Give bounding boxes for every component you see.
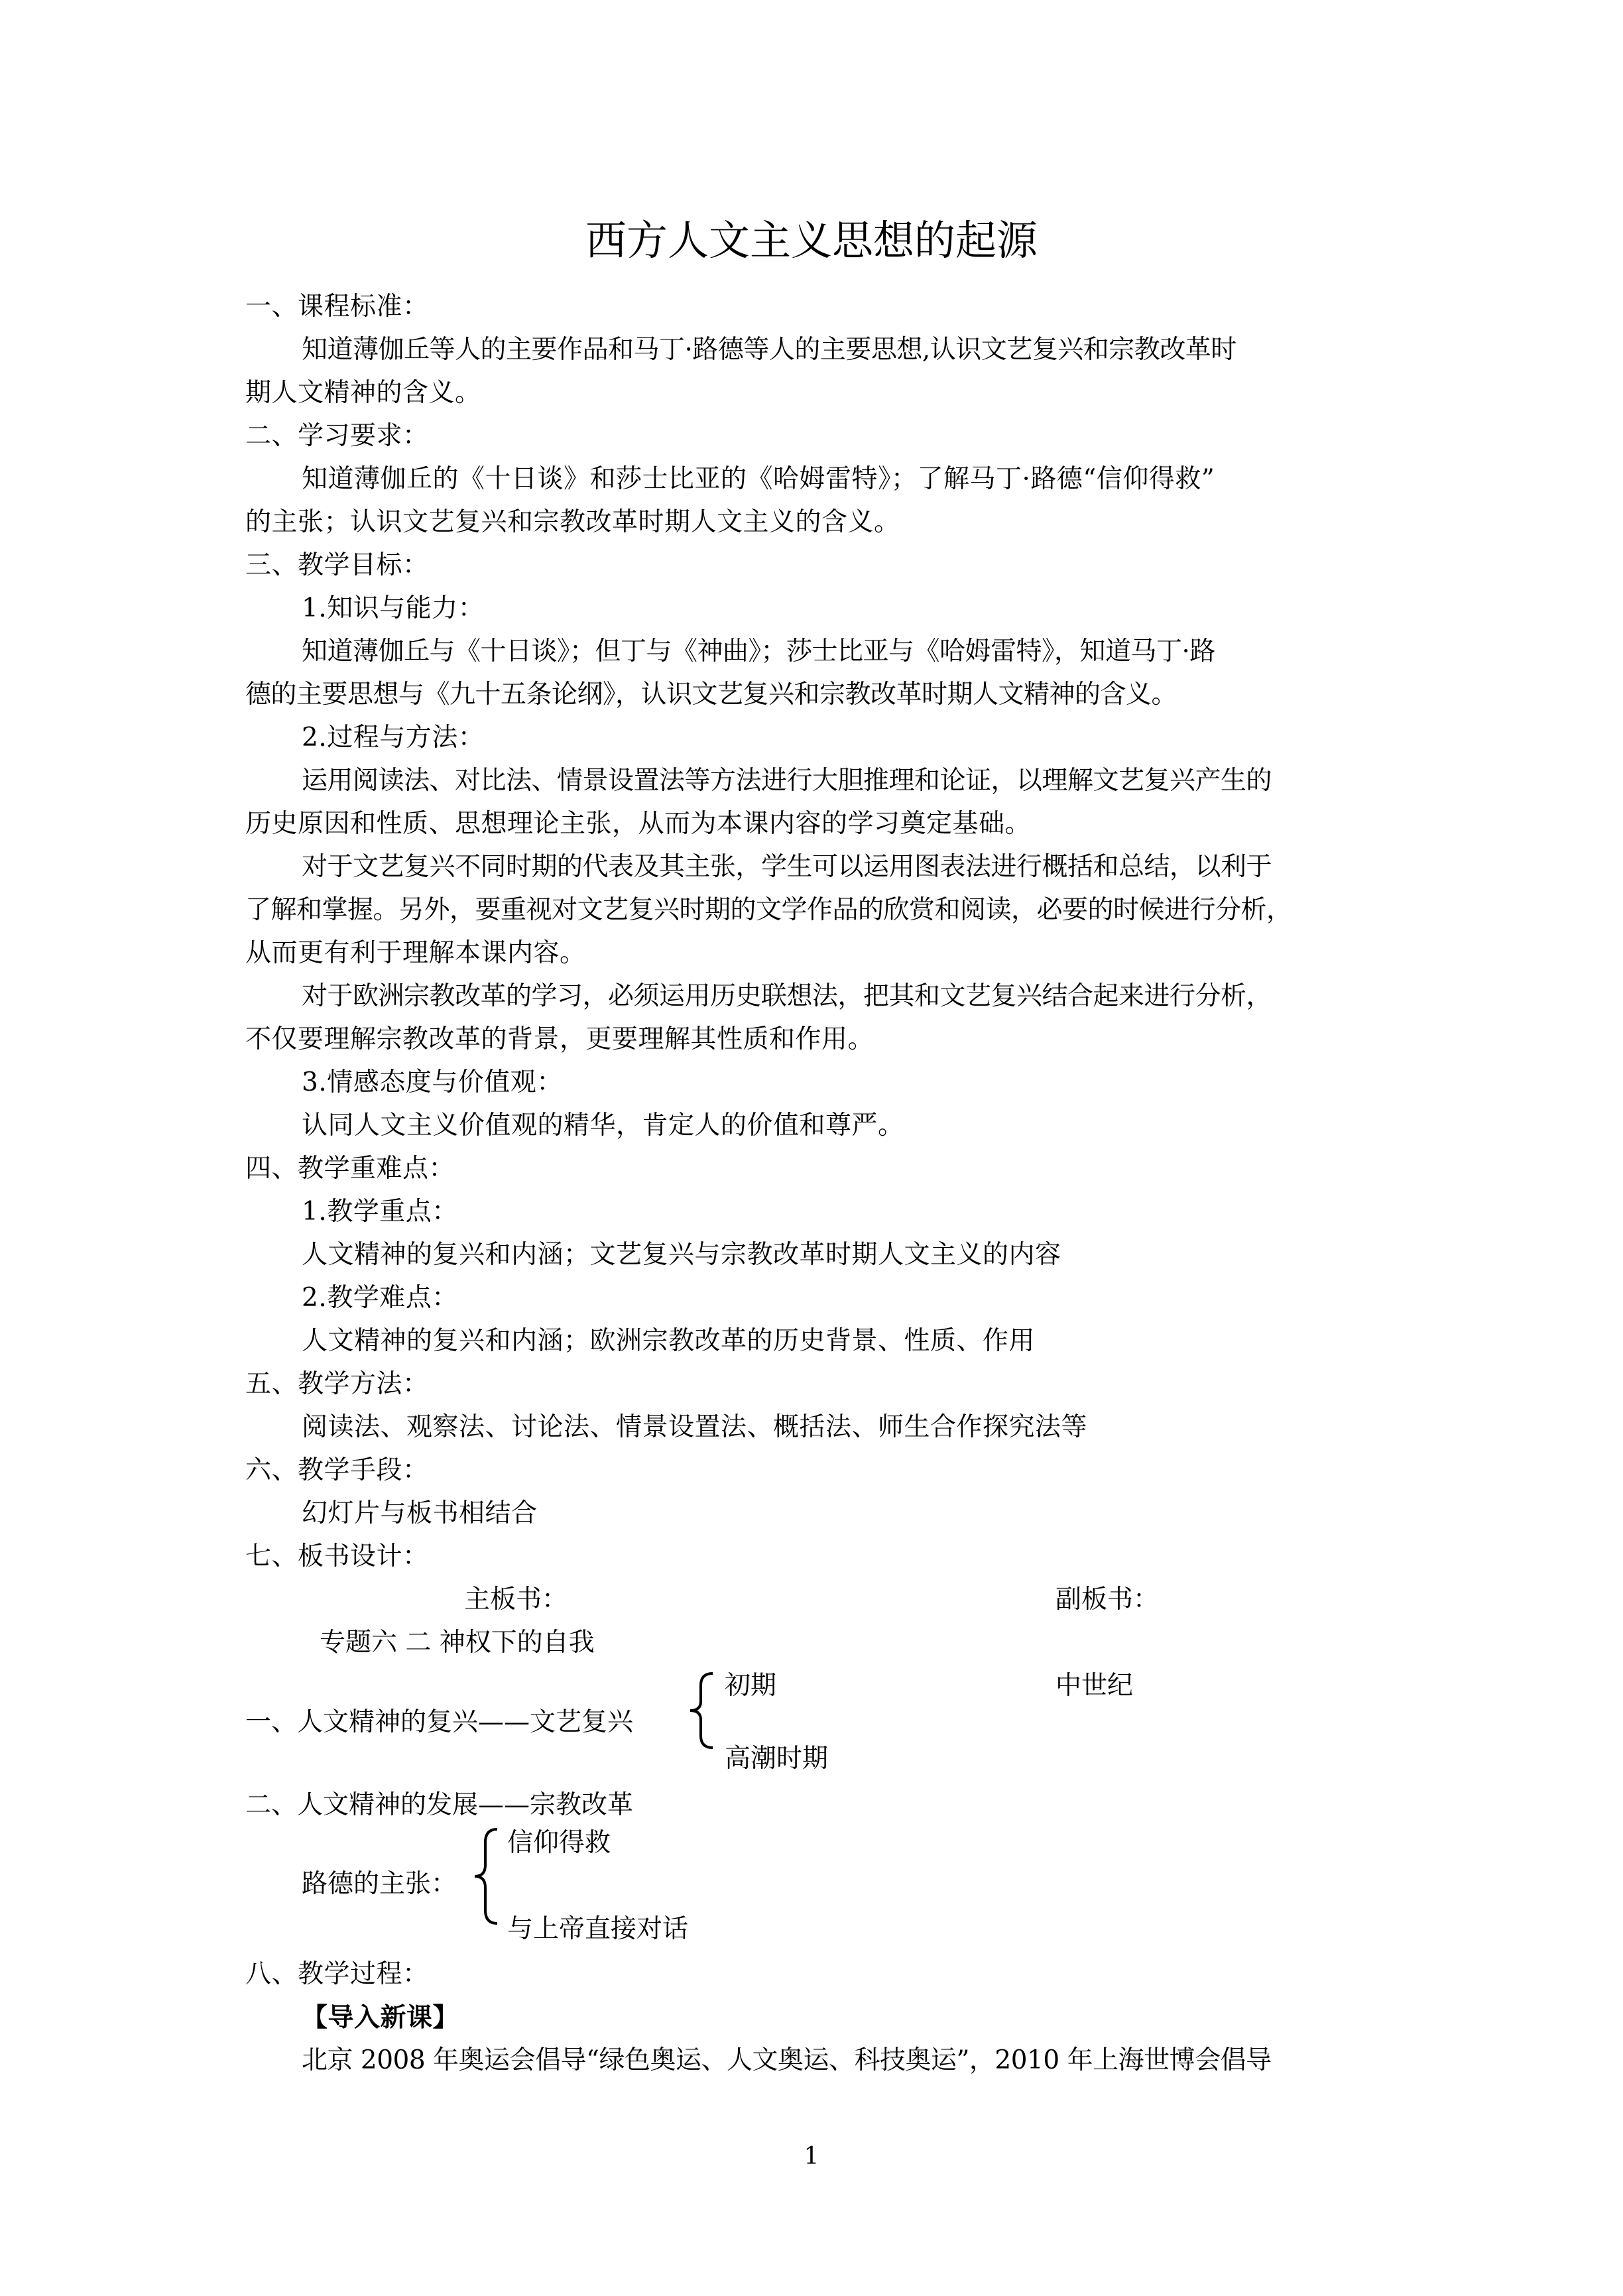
section-heading-standards: 一、课程标准： <box>245 292 429 322</box>
subheading: 3.情感态度与价值观： <box>302 1067 563 1097</box>
curly-brace-icon <box>471 1827 504 1926</box>
section-heading-process: 八、教学过程： <box>245 1959 429 1989</box>
paragraph-line: 人文精神的复兴和内涵；文艺复兴与宗教改革时期人文主义的内容 <box>302 1240 1061 1270</box>
board-item2: 二、人文精神的发展——宗教改革 <box>245 1790 634 1820</box>
board-item1-peak: 高潮时期 <box>725 1744 829 1774</box>
paragraph-line: 期人文精神的含义。 <box>245 378 481 408</box>
intro-label: 【导入新课】 <box>302 2002 459 2033</box>
paragraph-line: 知道薄伽丘等人的主要作品和马丁·路德等人的主要思想,认识文艺复兴和宗教改革时 <box>302 335 1236 365</box>
paragraph-line: 北京 2008 年奥运会倡导“绿色奥运、人文奥运、科技奥运”，2010 年上海世博会倡导 <box>302 2045 1272 2075</box>
paragraph-line: 人文精神的复兴和内涵；欧洲宗教改革的历史背景、性质、作用 <box>302 1326 1036 1356</box>
paragraph-line: 对于文艺复兴不同时期的代表及其主张，学生可以运用图表法进行概括和总结，以利于 <box>302 852 1272 882</box>
paragraph-line: 德的主要思想与《九十五条论纲》，认识文艺复兴和宗教改革时期人文精神的含义。 <box>245 680 1177 709</box>
paragraph-line: 历史原因和性质、思想理论主张，从而为本课内容的学习奠定基础。 <box>245 809 1032 839</box>
paragraph-line: 知道薄伽丘与《十日谈》；但丁与《神曲》；莎士比亚与《哈姆雷特》，知道马丁·路 <box>302 636 1215 666</box>
board-item1: 一、人文精神的复兴——文艺复兴 <box>245 1707 634 1737</box>
section-heading-objectives: 三、教学目标： <box>245 550 429 580</box>
board-main-label: 主板书： <box>464 1585 568 1614</box>
board-luther-label: 路德的主张： <box>302 1869 457 1899</box>
paragraph-line: 从而更有利于理解本课内容。 <box>245 938 586 968</box>
page-number: 1 <box>804 2143 819 2170</box>
subheading: 1.教学重点： <box>302 1197 458 1227</box>
paragraph-line: 认同人文主义价值观的精华，肯定人的价值和尊严。 <box>302 1111 904 1140</box>
section-heading-requirements: 二、学习要求： <box>245 421 429 451</box>
section-heading-methods: 五、教学方法： <box>245 1369 429 1399</box>
paragraph-line: 不仅要理解宗教改革的背景，更要理解其性质和作用。 <box>245 1024 874 1054</box>
board-sub-item: 中世纪 <box>1055 1671 1134 1701</box>
paragraph-line: 运用阅读法、对比法、情景设置法等方法进行大胆推理和论证，以理解文艺复兴产生的 <box>302 766 1272 796</box>
paragraph-line: 幻灯片与板书相结合 <box>302 1498 538 1528</box>
subheading: 2.教学难点： <box>302 1283 458 1313</box>
paragraph-line: 阅读法、观察法、讨论法、情景设置法、概括法、师生合作探究法等 <box>302 1412 1088 1442</box>
board-topic: 专题六 二 神权下的自我 <box>320 1628 595 1658</box>
section-heading-board-design: 七、板书设计： <box>245 1541 429 1571</box>
section-heading-key-points: 四、教学重难点： <box>245 1154 455 1183</box>
paragraph-line: 了解和掌握。另外，要重视对文艺复兴时期的文学作品的欣赏和阅读，必要的时候进行分析， <box>245 895 1292 925</box>
paragraph-line: 知道薄伽丘的《十日谈》和莎士比亚的《哈姆雷特》；了解马丁·路德“信仰得救” <box>302 464 1215 494</box>
board-luther-faith: 信仰得救 <box>507 1828 611 1858</box>
board-item1-early: 初期 <box>725 1671 777 1701</box>
section-heading-means: 六、教学手段： <box>245 1455 429 1485</box>
subheading: 2.过程与方法： <box>302 723 485 753</box>
paragraph-line: 的主张；认识文艺复兴和宗教改革时期人文主义的含义。 <box>245 507 900 537</box>
board-luther-dialogue: 与上帝直接对话 <box>507 1914 689 1944</box>
paragraph-line: 对于欧洲宗教改革的学习，必须运用历史联想法，把其和文艺复兴结合起来进行分析， <box>302 981 1272 1011</box>
subheading: 1.知识与能力： <box>302 593 485 623</box>
curly-brace-icon <box>686 1671 719 1750</box>
document-title: 西方人文主义思想的起源 <box>585 216 1038 265</box>
board-sub-label: 副板书： <box>1055 1585 1160 1614</box>
